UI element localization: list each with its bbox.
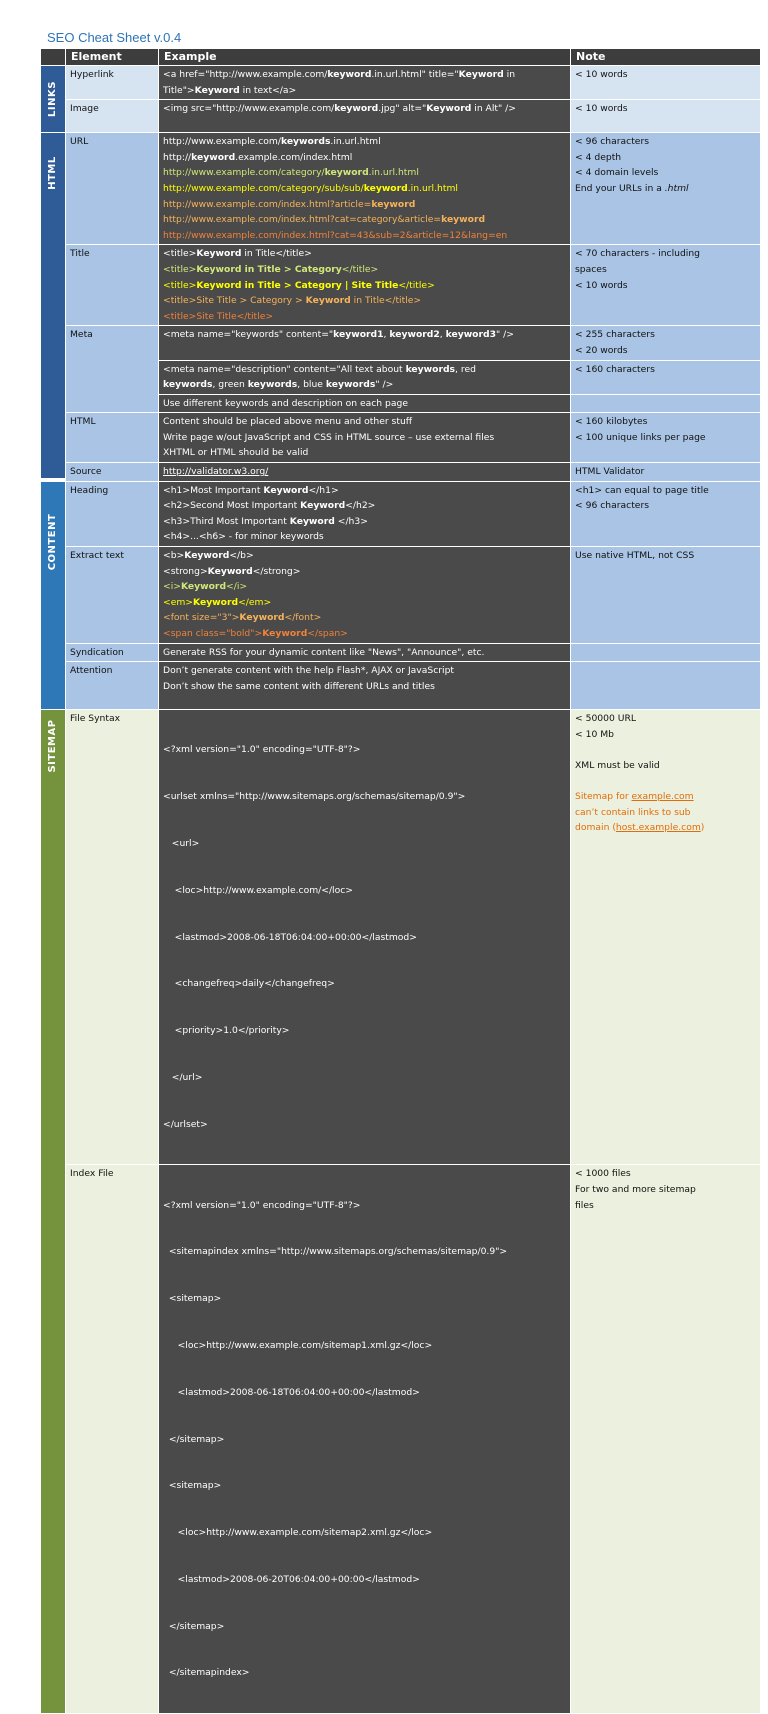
header-row xyxy=(41,49,761,66)
element-index-file: Index File xyxy=(66,1165,159,1714)
note-index-file: < 1000 files For two and more sitemap files xyxy=(571,1165,761,1714)
element-extract-text: Extract text xyxy=(66,547,159,644)
row-url xyxy=(41,133,761,245)
example-meta-keywords: <meta name="keywords" content="keyword1, keyword2, keyword3" /> xyxy=(159,326,571,360)
note-title: < 70 characters - including spaces < 10 words xyxy=(571,245,761,326)
element-image: Image xyxy=(66,100,159,133)
note-syndication xyxy=(571,643,761,662)
example-extract-text: <b>Keyword</b> <strong>Keyword</strong> <i>Keyword</i> <em>Keyword</em> <font size="3">Keyword</font> <span class="bold">Keyword</span> xyxy=(159,547,571,644)
note-image: < 10 words xyxy=(571,100,761,133)
row-title xyxy=(41,245,761,326)
row-extract-text xyxy=(41,547,761,644)
note-extract-text: Use native HTML, not CSS xyxy=(571,547,761,644)
element-attention: Attention xyxy=(66,662,159,710)
note-heading: <h1> can equal to page title < 96 characters xyxy=(571,481,761,546)
validator-link[interactable]: http://validator.w3.org/ xyxy=(163,466,269,478)
section-sitemap xyxy=(41,710,66,1714)
row-hyperlink xyxy=(41,66,761,100)
example-heading: <h1>Most Important Keyword</h1> <h2>Second Most Important Keyword</h2> <h3>Third Most Important Keyword </h3> <h4>...<h6> - for minor keywords xyxy=(159,481,571,546)
example-hyperlink: <a href="http://www.example.com/keyword.in.url.html" title="Keyword in Title">Keyword in text</a> xyxy=(159,66,571,100)
row-syndication xyxy=(41,643,761,662)
row-html xyxy=(41,413,761,463)
example-syndication: Generate RSS for your dynamic content like "News", "Announce", etc. xyxy=(159,643,571,662)
note-meta-keywords: < 255 characters < 20 words xyxy=(571,326,761,360)
header-example: Example xyxy=(159,49,571,66)
page-title: SEO Cheat Sheet v.0.4 xyxy=(47,30,182,45)
note-url: < 96 characters < 4 depth < 4 domain levels End your URLs in a .html xyxy=(571,133,761,245)
element-file-syntax: File Syntax xyxy=(66,710,159,1165)
element-syndication: Syndication xyxy=(66,643,159,662)
note-meta-description: < 160 characters xyxy=(571,360,761,394)
header-blank xyxy=(41,49,66,66)
section-label-content: CONTENT xyxy=(47,513,59,570)
seo-cheat-sheet-table xyxy=(40,48,761,1714)
example-file-syntax: <?xml version="1.0" encoding="UTF-8"?> <urlset xmlns="http://www.sitemaps.org/schemas/sitemap/0.9"> <url> <loc>http://www.example.com/</loc> <lastmod>2008-06-18T06:04:00+00:00</lastmod> <changefreq>daily</changefreq> <priority>1.0</priority> </url> </urlset> xyxy=(159,710,571,1165)
host-example-com-link[interactable]: host.example.com xyxy=(615,822,701,834)
row-image xyxy=(41,100,761,133)
example-url: http://www.example.com/keywords.in.url.html http://keyword.example.com/index.html http://www.example.com/category/keyword.in.url.html http://www.example.com/category/sub/sub/keyword.in.url.html http://www.example.com/index.html?article=keyword http://www.example.com/index.html?cat=category&article=keyword http://www.example.com/index.html?cat=43&sub=2&article=12&lang=en xyxy=(159,133,571,245)
section-links xyxy=(41,66,66,133)
element-html: HTML xyxy=(66,413,159,463)
example-source xyxy=(159,463,571,482)
row-file-syntax xyxy=(41,710,761,1165)
section-html xyxy=(41,133,66,481)
section-label-sitemap: SITEMAP xyxy=(47,719,59,773)
note-source: HTML Validator xyxy=(571,463,761,482)
header-note: Note xyxy=(571,49,761,66)
element-heading: Heading xyxy=(66,481,159,546)
row-meta-keywords xyxy=(41,326,761,360)
note-file-syntax: < 50000 URL < 10 Mb XML must be valid Sitemap for example.com can’t contain links to sub domain (host.example.com) xyxy=(571,710,761,1165)
example-meta-description: <meta name="description" content="All text about keywords, red keywords, green keywords, blue keywords" /> xyxy=(159,360,571,394)
note-hyperlink: < 10 words xyxy=(571,66,761,100)
element-title: Title xyxy=(66,245,159,326)
row-index-file xyxy=(41,1165,761,1714)
note-meta-different xyxy=(571,394,761,413)
example-com-link[interactable]: example.com xyxy=(631,791,694,803)
example-meta-different: Use different keywords and description on each page xyxy=(159,394,571,413)
example-title: <title>Keyword in Title</title> <title>Keyword in Title > Category</title> <title>Keyword in Title > Category | Site Title</title> <title>Site Title > Category > Keyword in Title</title> <title>Site Title</title> xyxy=(159,245,571,326)
row-heading xyxy=(41,481,761,546)
row-source xyxy=(41,463,761,482)
element-hyperlink: Hyperlink xyxy=(66,66,159,100)
example-index-file: <?xml version="1.0" encoding="UTF-8"?> <sitemapindex xmlns="http://www.sitemaps.org/schemas/sitemap/0.9"> <sitemap> <loc>http://www.example.com/sitemap1.xml.gz</loc> <lastmod>2008-06-18T06:04:00+00:00</lastmod> </sitemap> <sitemap> <loc>http://www.example.com/sitemap2.xml.gz</loc> <lastmod>2008-06-20T06:04:00+00:00</lastmod> </sitemap> </sitemapindex> xyxy=(159,1165,571,1714)
note-attention xyxy=(571,662,761,710)
example-image: <img src="http://www.example.com/keyword.jpg" alt="Keyword in Alt" /> xyxy=(159,100,571,133)
section-html-bar xyxy=(41,133,65,478)
section-label-html: HTML xyxy=(47,156,59,190)
example-html: Content should be placed above menu and other stuff Write page w/out JavaScript and CSS in HTML source – use external files XHTML or HTML should be valid xyxy=(159,413,571,463)
example-attention: Don’t generate content with the help Flash*, AJAX or JavaScript Don’t show the same content with different URLs and titles xyxy=(159,662,571,710)
element-url: URL xyxy=(66,133,159,245)
element-source: Source xyxy=(66,463,159,482)
section-content xyxy=(41,481,66,710)
section-label-links: LINKS xyxy=(47,81,59,118)
element-meta: Meta xyxy=(66,326,159,413)
header-element: Element xyxy=(66,49,159,66)
row-attention xyxy=(41,662,761,710)
note-html: < 160 kilobytes < 100 unique links per page xyxy=(571,413,761,463)
